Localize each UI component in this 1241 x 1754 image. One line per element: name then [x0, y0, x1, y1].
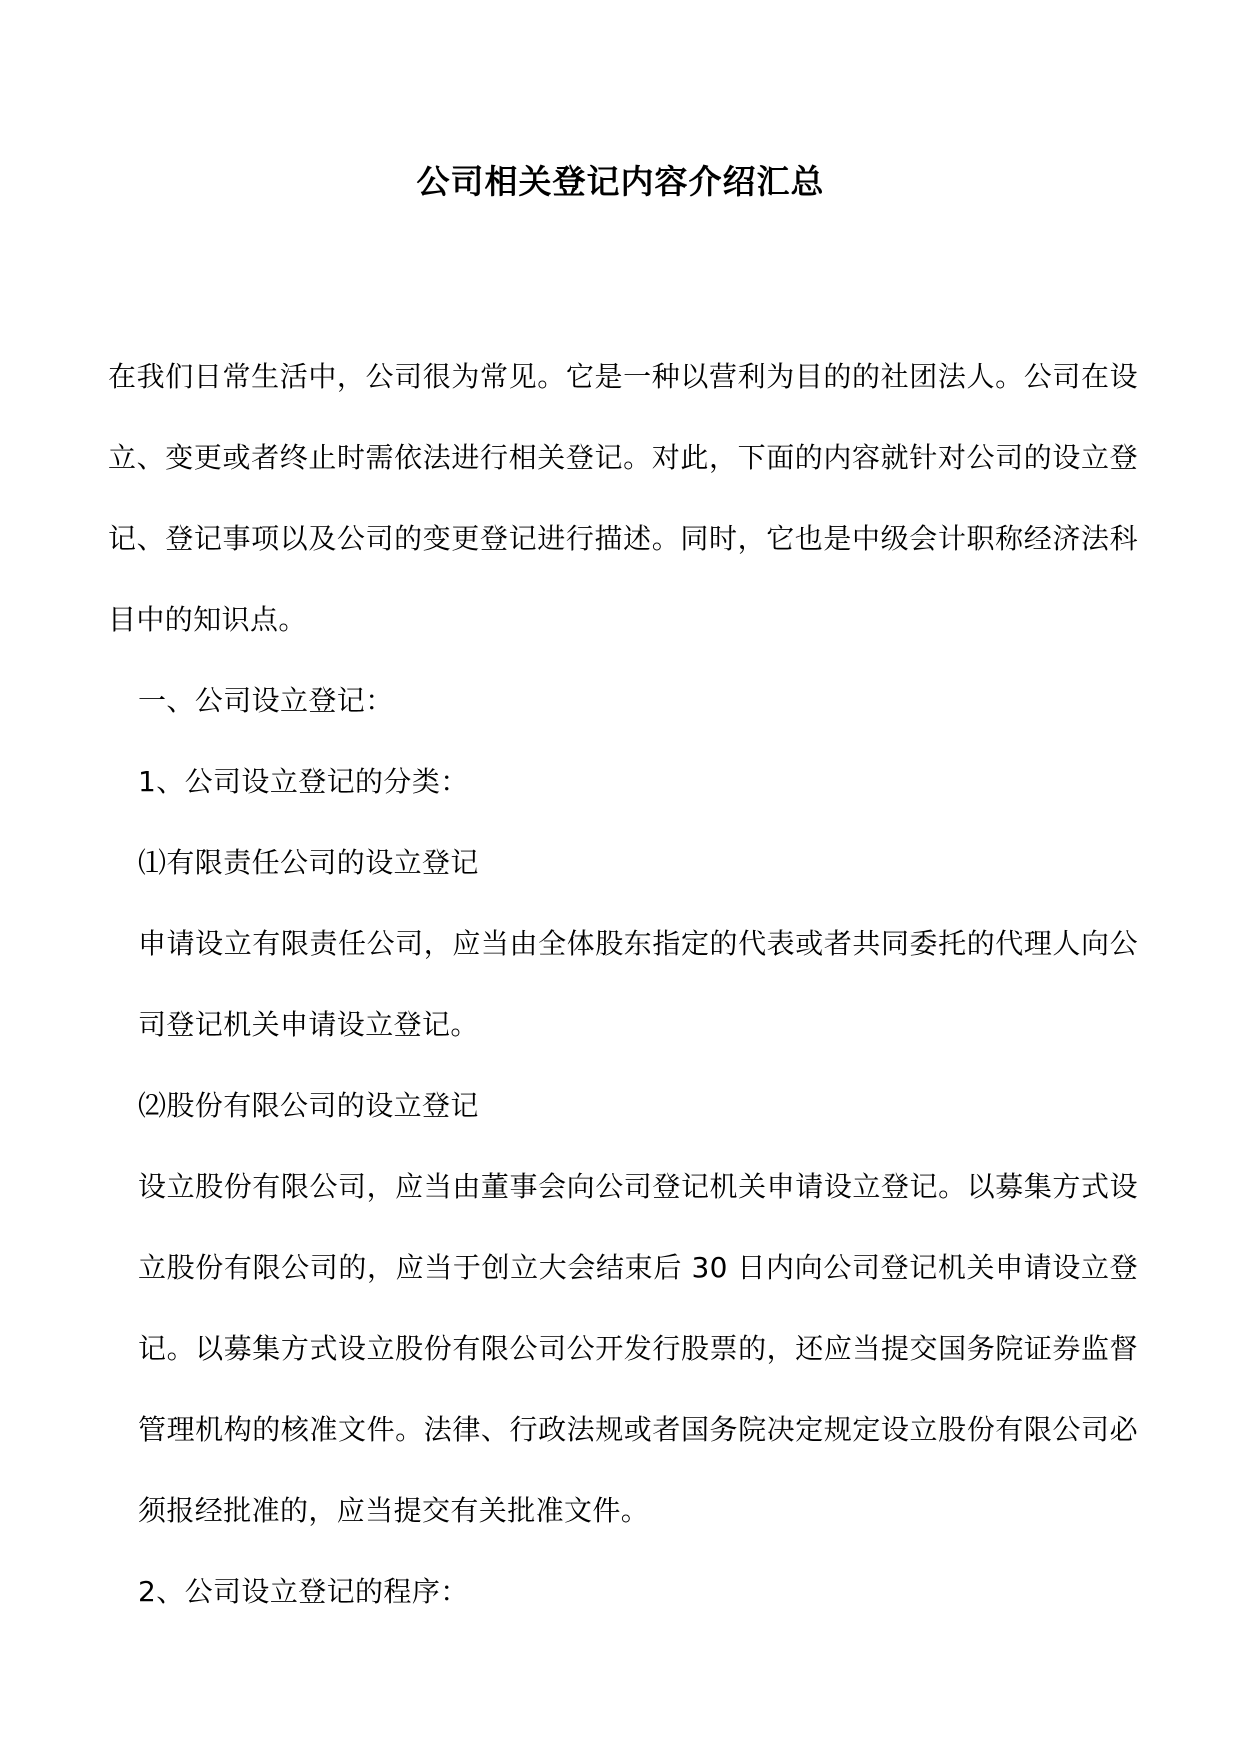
item-heading-llc: ⑴有限责任公司的设立登记 [138, 846, 479, 879]
subheading-classification: 1、公司设立登记的分类： [138, 765, 469, 798]
paragraph-joint-stock: 设立股份有限公司，应当由董事会向公司登记机关申请设立登记。以募集方式设立股份有限公司的，应当于创立大会结束后 30 日内向公司登记机关申请设立登记。以募集方式设立股份有限公司公开发行股票的，还应当提交国务院证券监督管理机构的核准文件。法律、行政法规或者国务院决定规定设立股份有限公司必须报经批准的，应当提交有关批准文件。 [138, 1170, 1138, 1527]
document-body [108, 336, 1138, 1632]
paragraph-llc: 申请设立有限责任公司，应当由全体股东指定的代表或者共同委托的代理人向公司登记机关申请设立登记。 [138, 927, 1138, 1041]
document-title: 公司相关登记内容介绍汇总 [416, 162, 825, 201]
item-heading-joint-stock: ⑵股份有限公司的设立登记 [138, 1089, 479, 1122]
section-heading-establishment: 一、公司设立登记： [138, 684, 394, 717]
subheading-procedure: 2、公司设立登记的程序： [138, 1575, 469, 1608]
paragraph-intro: 在我们日常生活中，公司很为常见。它是一种以营利为目的的社团法人。公司在设立、变更或者终止时需依法进行相关登记。对此，下面的内容就针对公司的设立登记、登记事项以及公司的变更登记进行描述。同时，它也是中级会计职称经济法科目中的知识点。 [108, 360, 1138, 636]
